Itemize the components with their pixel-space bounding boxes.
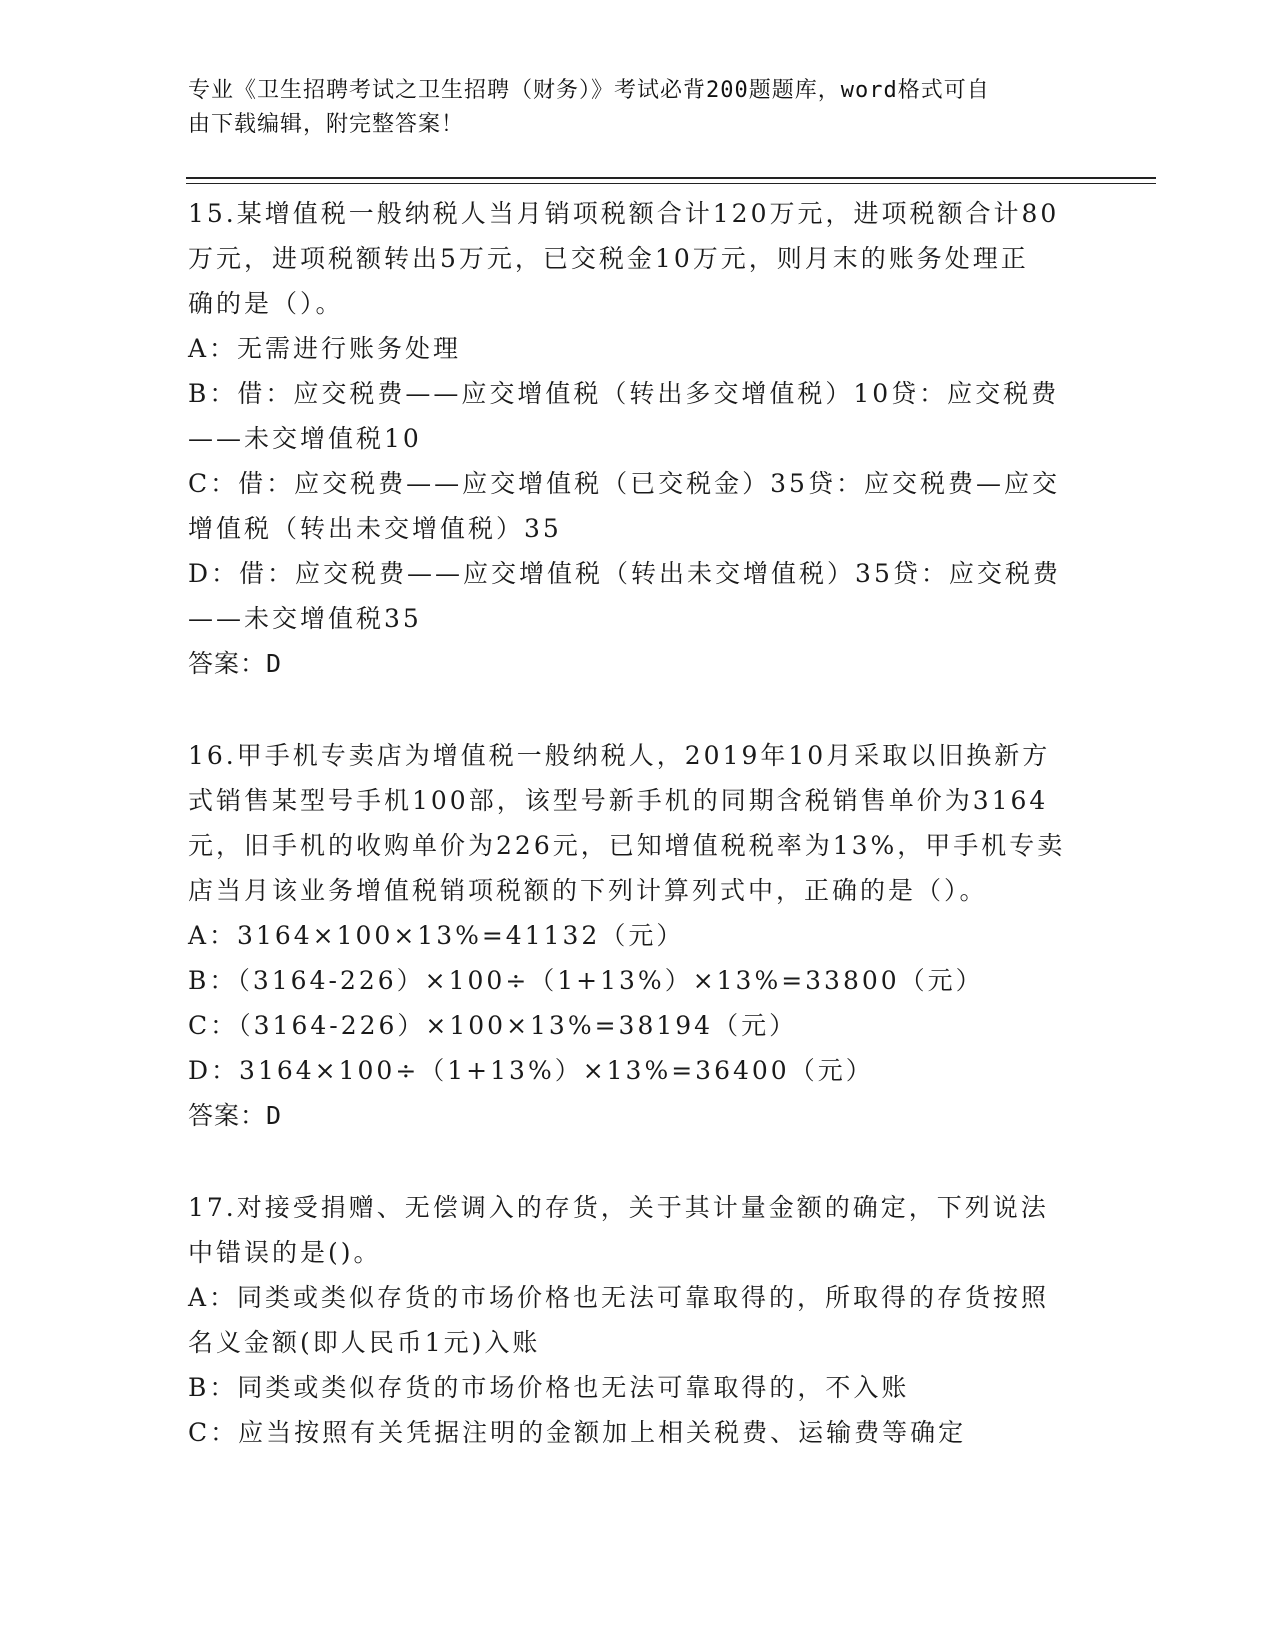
option-line: ——未交增值税10 — [188, 424, 422, 453]
header-line: 由下载编辑，附完整答案！ — [188, 112, 465, 137]
question-spacer — [188, 1139, 1088, 1185]
option-line: A：同类或类似存货的市场价格也无法可靠取得的，所取得的存货按照 — [188, 1283, 1050, 1312]
option-line: C：（3164-226）×100×13%=38194（元） — [188, 1011, 798, 1040]
option-line: 增值税（转出未交增值税）35 — [188, 514, 562, 543]
header-divider — [186, 183, 1156, 184]
question-spacer — [188, 687, 1088, 733]
option-line: ——未交增值税35 — [188, 604, 422, 633]
question-stem-line: 元，旧手机的收购单价为226元，已知增值税税率为13%，甲手机专卖 — [188, 831, 1066, 860]
option-line: B：借：应交税费——应交增值税（转出多交增值税）10贷：应交税费 — [188, 379, 1060, 408]
option-line: A：无需进行账务处理 — [188, 334, 462, 363]
option-line: A：3164×100×13%=41132（元） — [188, 921, 685, 950]
option-line: B：同类或类似存货的市场价格也无法可靠取得的，不入账 — [188, 1373, 910, 1402]
question-stem-line: 中错误的是()。 — [188, 1238, 382, 1267]
question-stem-line: 店当月该业务增值税销项税额的下列计算列式中，正确的是（）。 — [188, 876, 988, 905]
question-16 — [188, 733, 1088, 1139]
question-stem-line: 17.对接受捐赠、无偿调入的存货，关于其计量金额的确定，下列说法 — [188, 1193, 1049, 1222]
question-list — [188, 191, 1088, 1455]
option-line: D：3164×100÷（1+13%）×13%=36400（元） — [188, 1056, 874, 1085]
option-line: C：应当按照有关凭据注明的金额加上相关税费、运输费等确定 — [188, 1418, 967, 1447]
answer-line: 答案：D — [188, 649, 283, 678]
question-stem-line: 式销售某型号手机100部，该型号新手机的同期含税销售单价为3164 — [188, 786, 1049, 815]
document-header — [188, 74, 1068, 142]
question-stem-line: 15.某增值税一般纳税人当月销项税额合计120万元，进项税额合计80 — [188, 199, 1060, 228]
question-stem-line: 确的是（）。 — [188, 289, 344, 318]
question-stem-line: 万元，进项税额转出5万元，已交税金10万元，则月末的账务处理正 — [188, 244, 1029, 273]
option-line: D：借：应交税费——应交增值税（转出未交增值税）35贷：应交税费 — [188, 559, 1061, 588]
question-17 — [188, 1185, 1088, 1455]
answer-line: 答案：D — [188, 1101, 283, 1130]
option-line: B：（3164-226）×100÷（1+13%）×13%=33800（元） — [188, 966, 984, 995]
question-15 — [188, 191, 1088, 687]
header-divider — [186, 177, 1156, 179]
header-line: 专业《卫生招聘考试之卫生招聘（财务）》考试必背200题题库，word格式可自 — [188, 78, 990, 103]
option-line: C：借：应交税费——应交增值税（已交税金）35贷：应交税费—应交 — [188, 469, 1060, 498]
question-stem-line: 16.甲手机专卖店为增值税一般纳税人，2019年10月采取以旧换新方 — [188, 741, 1051, 770]
option-line: 名义金额(即人民币1元)入账 — [188, 1328, 541, 1357]
